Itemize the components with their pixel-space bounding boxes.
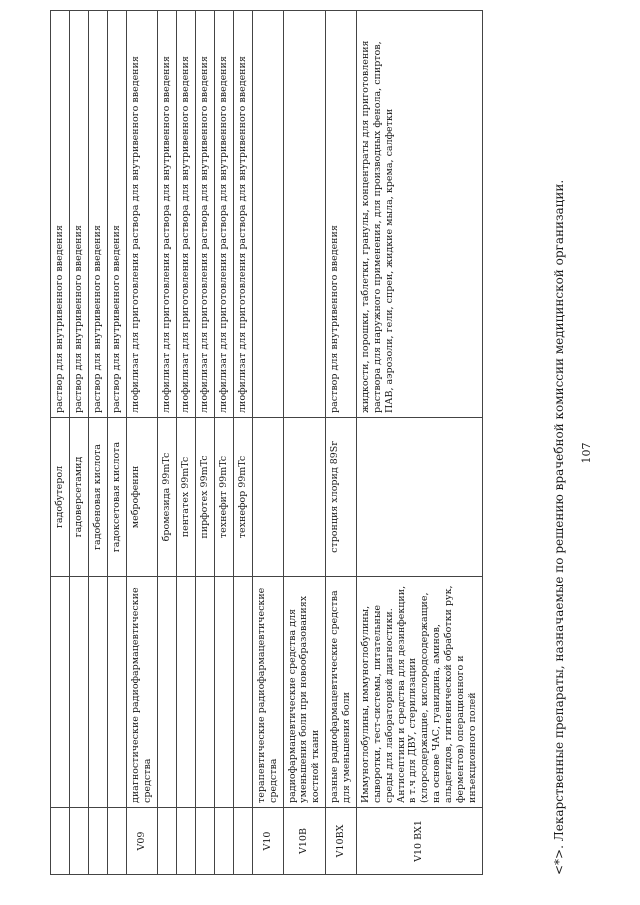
footnote: <*>. Лекарственные препараты, назначаемые по решению врачебной комиссии медицинской организации. — [552, 179, 566, 875]
group-cell — [195, 576, 214, 807]
drug-cell — [283, 417, 326, 576]
form-cell: раствор для внутривенного введения — [89, 10, 108, 417]
drug-cell: технефор 99mTc — [233, 417, 252, 576]
table-row — [70, 10, 89, 874]
table-row — [283, 10, 326, 874]
code-cell — [157, 807, 176, 874]
drug-cell — [252, 417, 283, 576]
table-row — [252, 10, 283, 874]
group-cell — [176, 576, 195, 807]
form-cell: раствор для внутривенного введения — [51, 10, 70, 417]
table-row — [51, 10, 70, 874]
group-cell — [70, 576, 89, 807]
drug-cell — [356, 417, 482, 576]
code-cell — [70, 807, 89, 874]
code-cell — [176, 807, 195, 874]
form-cell: лиофилизат для приготовления раствора для внутривенного введения — [176, 10, 195, 417]
code-cell — [108, 807, 127, 874]
form-cell — [283, 10, 326, 417]
form-cell: жидкости, порошки, таблетки, гранулы, концентраты для приготовления раствора для наружного применения, для производных фенола, спиртов, ПАВ, аэрозоли, гели, спреи, жидкие мыла, крема, салфетки — [356, 10, 482, 417]
code-cell — [89, 807, 108, 874]
form-cell: лиофилизат для приготовления раствора для внутривенного введения — [233, 10, 252, 417]
form-cell: лиофилизат для приготовления раствора для внутривенного введения — [157, 10, 176, 417]
drug-cell: технефит 99mTc — [214, 417, 233, 576]
code-cell — [233, 807, 252, 874]
drug-cell: гадоверсетамид — [70, 417, 89, 576]
table-row — [195, 10, 214, 874]
page-number: 107 — [580, 442, 593, 463]
table-row — [89, 10, 108, 874]
table-row — [127, 10, 158, 874]
drug-cell: бромезида 99mTc — [157, 417, 176, 576]
group-cell — [51, 576, 70, 807]
form-cell: раствор для внутривенного введения — [70, 10, 89, 417]
group-cell — [89, 576, 108, 807]
group-cell — [157, 576, 176, 807]
code-cell — [195, 807, 214, 874]
rotated-page — [40, 23, 600, 883]
group-cell: диагностические радиофармацевтические средства — [127, 576, 158, 807]
drug-cell: меброфенин — [127, 417, 158, 576]
code-cell: V10BX — [326, 807, 357, 874]
table-row — [214, 10, 233, 874]
drug-cell: гадоксетовая кислота — [108, 417, 127, 576]
code-cell: V10B — [283, 807, 326, 874]
code-cell: V10 BX1 — [356, 807, 482, 874]
table-row — [157, 10, 176, 874]
group-cell — [233, 576, 252, 807]
form-cell — [252, 10, 283, 417]
code-cell: V09 — [127, 807, 158, 874]
form-cell: раствор для внутривенного введения — [108, 10, 127, 417]
table-row — [233, 10, 252, 874]
drug-table — [50, 10, 483, 875]
drug-cell: пирфотех 99mTc — [195, 417, 214, 576]
code-cell: V10 — [252, 807, 283, 874]
form-cell: лиофилизат для приготовления раствора для внутривенного введения — [214, 10, 233, 417]
code-cell — [51, 807, 70, 874]
table-row — [356, 10, 482, 874]
table-row — [326, 10, 357, 874]
code-cell — [214, 807, 233, 874]
group-cell — [214, 576, 233, 807]
drug-cell: стронция хлорид 89Sr — [326, 417, 357, 576]
drug-cell: гадобутерол — [51, 417, 70, 576]
form-cell: раствор для внутривенного введения — [326, 10, 357, 417]
table-row — [176, 10, 195, 874]
group-cell: терапевтические радиофармацевтические средства — [252, 576, 283, 807]
group-cell: разные радиофармацевтические средства для уменьшения боли — [326, 576, 357, 807]
drug-cell: гадобеновая кислота — [89, 417, 108, 576]
drug-cell: пентатех 99mTc — [176, 417, 195, 576]
table-row — [108, 10, 127, 874]
group-cell — [108, 576, 127, 807]
form-cell: лиофилизат для приготовления раствора для внутривенного введения — [195, 10, 214, 417]
form-cell: лиофилизат для приготовления раствора для внутривенного введения — [127, 10, 158, 417]
group-cell: радиофармацевтические средства для уменьшения боли при новообразованиях костной ткани — [283, 576, 326, 807]
group-cell: Иммуноглобулины, иммуноглобулины, сыворотки, тест-системы, питательные среды для лабораторной диагностики. Антисептики и средства для дезинфекции, в т.ч для ДВУ, стерилизации (хлорсодержащие, кислородсодержащие, на основе ЧАС, гуанидина, аминов, альдегидов, гигиенической обработки рук, ферментов) операционного и инъекционного полей — [356, 576, 482, 807]
